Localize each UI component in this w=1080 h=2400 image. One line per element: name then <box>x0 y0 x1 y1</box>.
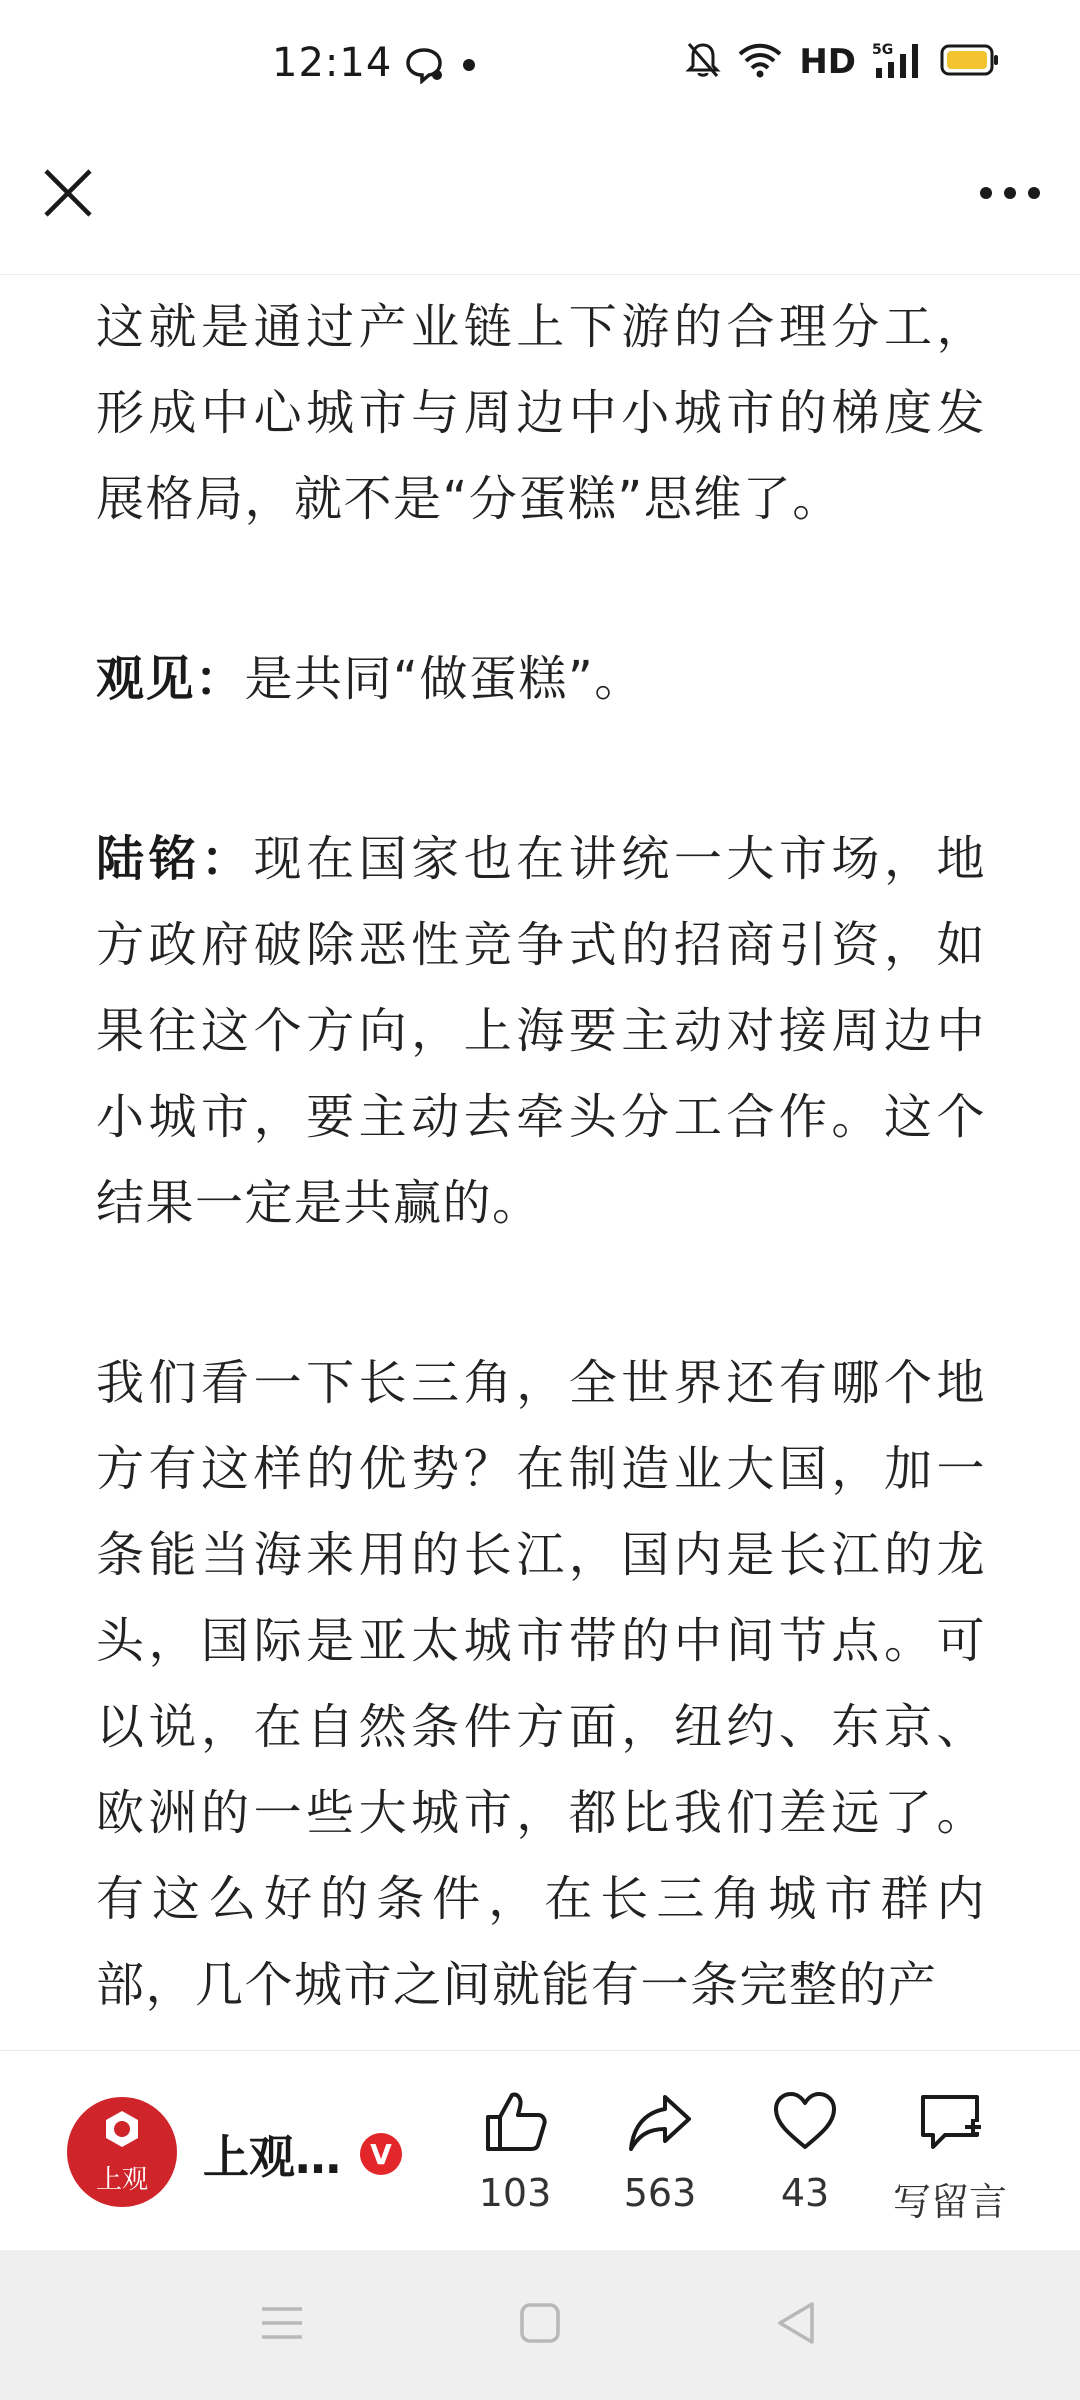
article-paragraph <box>96 284 986 542</box>
signal-5g-icon <box>872 40 924 84</box>
write-comment-label: 写留言 <box>892 2180 1007 2224</box>
paragraph-text: 我们看一下长三角，全世界还有哪个地方有这样的优势？在制造业大国，加一条能当海来用的长江，国内是长江的龙头，国际是亚太城市带的中间节点。可以说，在自然条件方面，纽约、东京、欧洲的一些大城市，都比我们差远了。有这么好的条件，在长三角城市群内部，几个城市之间就能有一条完整的产 <box>96 1355 986 2013</box>
system-nav-bar <box>0 2250 1080 2400</box>
back-button[interactable] <box>766 2295 826 2355</box>
home-button[interactable] <box>510 2295 570 2355</box>
article-paragraph <box>96 636 986 722</box>
more-icon <box>978 185 1042 205</box>
bottom-action-bar <box>0 2050 1080 2250</box>
paragraph-text: 现在国家也在讲统一大市场，地方政府破除恶性竞争式的招商引资，如果往这个方向，上海要主动对接周边中小城市，要主动去牵头分工合作。这个结果一定是共赢的。 <box>96 831 986 1231</box>
menu-button[interactable] <box>252 2295 312 2355</box>
speaker-label: 陆铭： <box>96 831 254 887</box>
home-square-icon <box>518 2301 562 2349</box>
source-avatar[interactable] <box>67 2097 177 2207</box>
svg-text:5G: 5G <box>872 42 894 58</box>
share-button[interactable] <box>590 2087 730 2227</box>
like-count: 103 <box>478 2171 552 2215</box>
article-header <box>0 135 1080 275</box>
article-paragraph <box>96 816 986 1246</box>
wifi-icon <box>737 42 783 82</box>
write-comment-button[interactable] <box>880 2087 1020 2227</box>
verified-badge: V <box>360 2133 402 2175</box>
favorite-count: 43 <box>780 2171 830 2215</box>
status-time: 12:14 <box>272 40 393 86</box>
close-button[interactable] <box>38 165 98 225</box>
menu-icon <box>260 2303 304 2347</box>
speaker-label: 观见： <box>96 651 245 707</box>
close-icon <box>42 167 94 223</box>
like-button[interactable] <box>445 2087 585 2227</box>
bell-muted-icon <box>685 40 721 84</box>
paragraph-text: 是共同“做蛋糕”。 <box>244 651 644 707</box>
comment-add-icon <box>915 2087 985 2161</box>
status-right-icons <box>685 40 1000 84</box>
chat-bubble-icon <box>404 44 444 88</box>
article-paragraph <box>96 1340 986 2028</box>
source-logo-text: 上观 <box>95 2164 148 2195</box>
source-name[interactable]: 上观… <box>203 2130 341 2184</box>
share-arrow-icon <box>625 2087 695 2161</box>
thumbs-up-icon <box>480 2087 550 2161</box>
share-count: 563 <box>623 2171 697 2215</box>
paragraph-text: 这就是通过产业链上下游的合理分工，形成中心城市与周边中小城市的梯度发展格局，就不是“分蛋糕”思维了。 <box>96 299 986 527</box>
back-triangle-icon <box>774 2299 818 2351</box>
more-button[interactable] <box>970 165 1050 225</box>
dot-icon <box>462 57 476 76</box>
battery-icon <box>940 43 1000 81</box>
heart-icon <box>770 2087 840 2161</box>
source-logo-icon <box>102 2109 142 2153</box>
article-body <box>96 280 986 2050</box>
network-type: HD <box>799 42 856 82</box>
status-left-icons <box>404 44 476 88</box>
status-bar <box>0 0 1080 135</box>
favorite-button[interactable] <box>735 2087 875 2227</box>
